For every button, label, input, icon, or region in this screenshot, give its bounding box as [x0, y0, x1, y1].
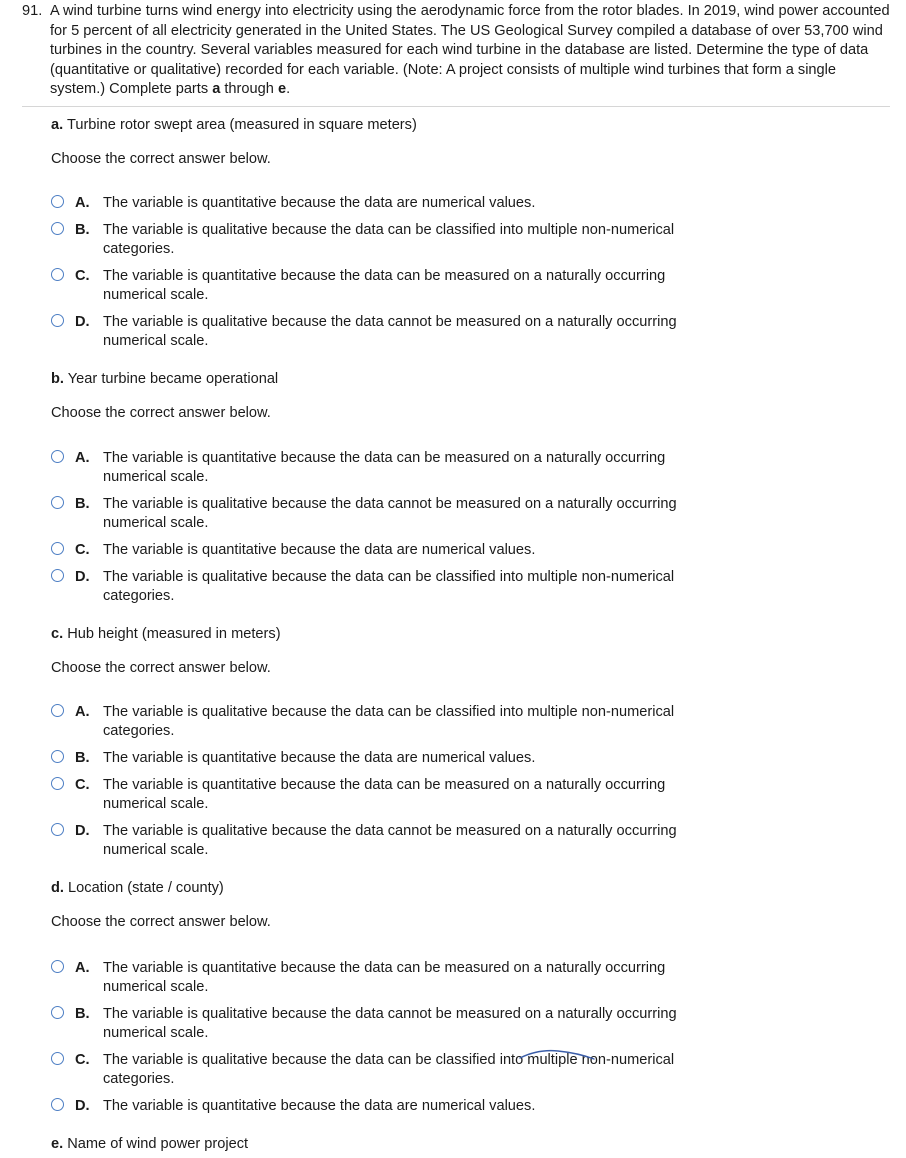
- radio-button[interactable]: [51, 450, 64, 463]
- radio-button[interactable]: [51, 268, 64, 281]
- radio-button[interactable]: [51, 750, 64, 763]
- radio-button[interactable]: [51, 823, 64, 836]
- part-title: c. Hub height (measured in meters): [51, 626, 281, 642]
- part-title: d. Location (state / county): [51, 880, 224, 896]
- radio-button[interactable]: [51, 222, 64, 235]
- part-title: a. Turbine rotor swept area (measured in square meters): [51, 117, 417, 133]
- question-number: 91.: [22, 3, 43, 19]
- radio-button[interactable]: [51, 542, 64, 555]
- part-a: a. Turbine rotor swept area (measured in square meters) Choose the correct answer below. A. The variable is quantitative because the data are numerical values. B. The variable is qualitative because the data can be classified into multiple non-numerical categories. C. The variable is quantitative because the data can be measured on a naturally occurring numerical scale. D. The variable is qualitative because the data cannot be measured on a naturally occurring numerical scale.: [51, 116, 871, 168]
- radio-button[interactable]: [51, 195, 64, 208]
- question-stem: [22, 2, 892, 100]
- radio-button[interactable]: [51, 1052, 64, 1065]
- part-title: b. Year turbine became operational: [51, 371, 279, 387]
- radio-button[interactable]: [51, 496, 64, 509]
- part-title: e. Name of wind power project: [51, 1136, 249, 1152]
- radio-button[interactable]: [51, 569, 64, 582]
- radio-button[interactable]: [51, 1098, 64, 1111]
- part-e: [51, 1135, 871, 1153]
- header-divider: [22, 106, 890, 107]
- radio-button[interactable]: [51, 704, 64, 717]
- part-prompt: Choose the correct answer below.: [51, 914, 271, 930]
- part-b: b. Year turbine became operational Choose the correct answer below. A. The variable is quantitative because the data can be measured on a naturally occurring numerical scale. B. The variable is qualitative because the data cannot be measured on a naturally occurring numerical scale. C. The variable is quantitative because the data are numerical values. D. The variable is qualitative because the data can be classified into multiple non-numerical categories.: [51, 370, 871, 422]
- radio-button[interactable]: [51, 960, 64, 973]
- radio-button[interactable]: [51, 314, 64, 327]
- part-d: d. Location (state / county) Choose the correct answer below. A. The variable is quantitative because the data can be measured on a naturally occurring numerical scale. B. The variable is qualitative because the data cannot be measured on a naturally occurring numerical scale. C. The variable is qualitative because the data can be classified into multiple non-numerical categories. D. The variable is quantitative because the data are numerical values.: [51, 879, 871, 931]
- radio-button[interactable]: [51, 777, 64, 790]
- question-text: A wind turbine turns wind energy into electricity using the aerodynamic force from the rotor blades. In 2019, wind power accounted for 5 percent of all electricity generated in the United States. The US Geological Survey compiled a database of over 53,700 wind turbines in the country. Several variables measured for each wind turbine in the database are listed. Determine the type of data (quantitative or qualitative) recorded for each variable. (Note: A project consists of multiple wind turbines that form a single system.) Complete parts a through e.: [50, 3, 890, 97]
- pen-stroke-annotation: [518, 1048, 598, 1062]
- radio-button[interactable]: [51, 1006, 64, 1019]
- part-prompt: Choose the correct answer below.: [51, 660, 271, 676]
- part-prompt: Choose the correct answer below.: [51, 151, 271, 167]
- part-prompt: Choose the correct answer below.: [51, 405, 271, 421]
- part-c: c. Hub height (measured in meters) Choose the correct answer below. A. The variable is qualitative because the data can be classified into multiple non-numerical categories. B. The variable is quantitative because the data are numerical values. C. The variable is quantitative because the data can be measured on a naturally occurring numerical scale. D. The variable is qualitative because the data cannot be measured on a naturally occurring numerical scale.: [51, 625, 871, 677]
